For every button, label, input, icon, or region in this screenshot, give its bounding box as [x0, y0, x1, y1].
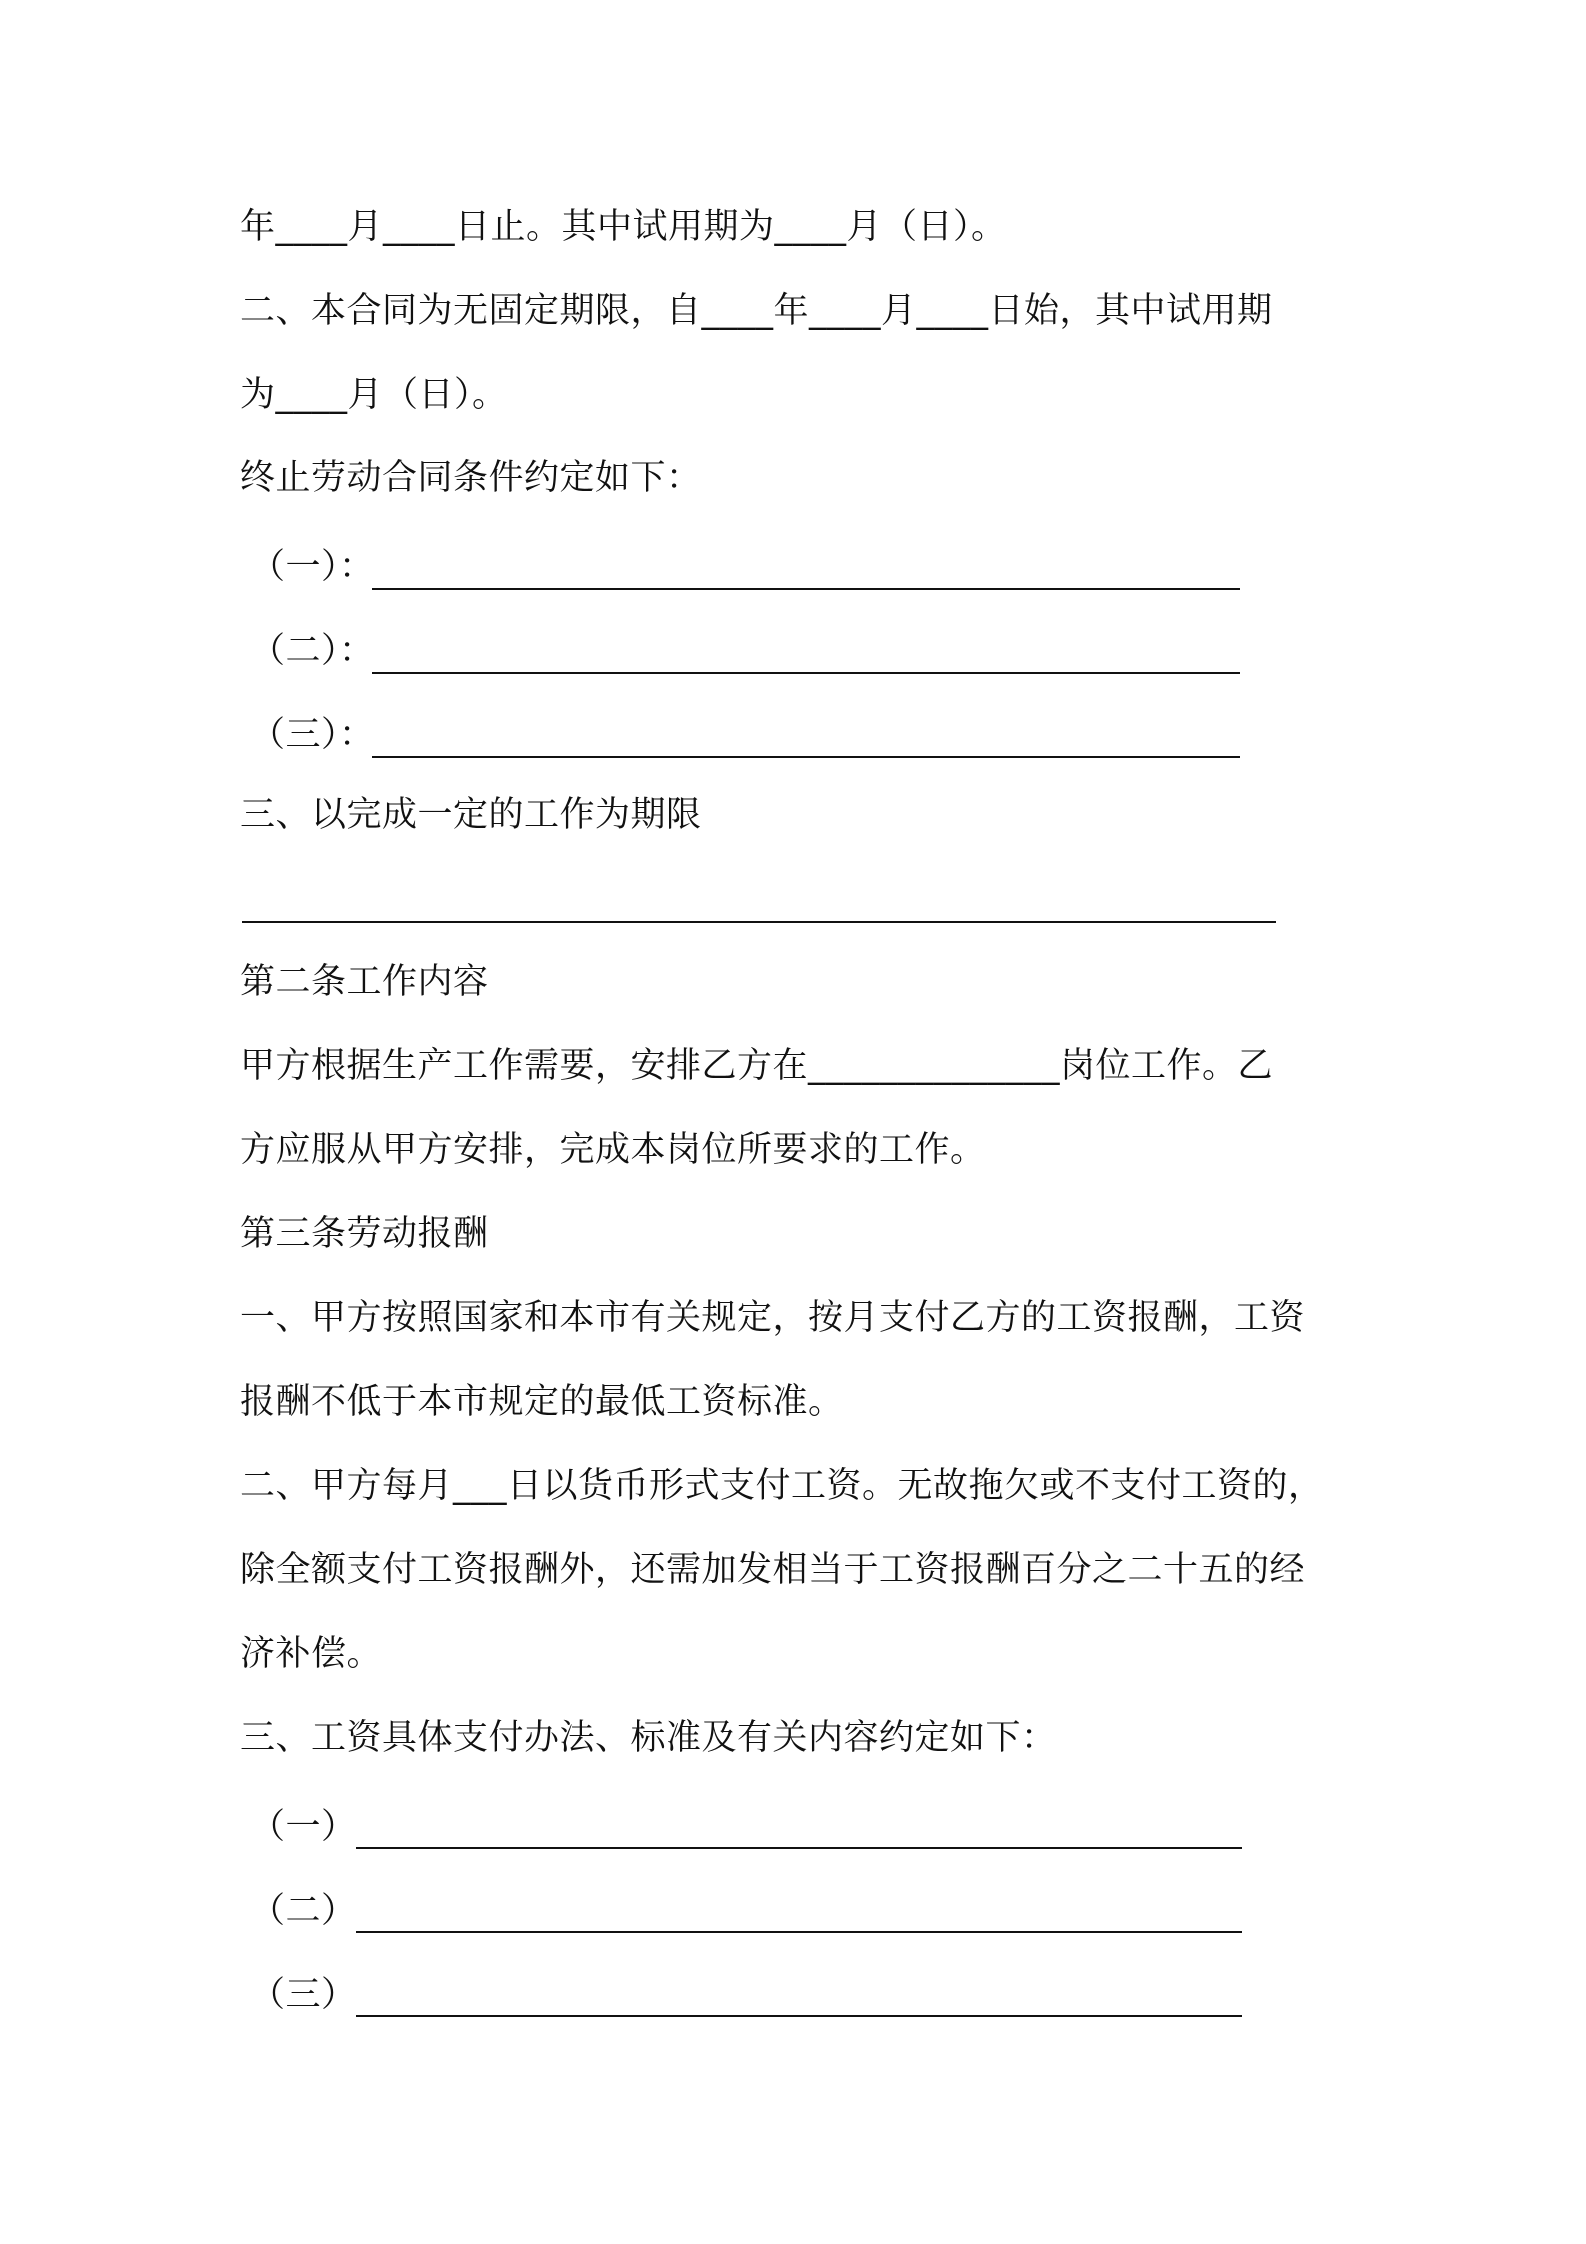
payment-item-label: （一）	[250, 1807, 357, 1847]
text-line: 终止劳动合同条件约定如下：	[240, 458, 702, 498]
blank-fill-line	[372, 672, 1240, 674]
text-line: 二、甲方每月___日以货币形式支付工资。无故拖欠或不支付工资的，	[240, 1466, 1324, 1506]
text-line: 一、甲方按照国家和本市有关规定，按月支付乙方的工资报酬，工资	[240, 1298, 1306, 1338]
blank-fill-line	[372, 756, 1240, 758]
text-line: 年____月____日止。其中试用期为____月（日）。	[240, 207, 1007, 247]
text-line: 报酬不低于本市规定的最低工资标准。	[240, 1382, 844, 1422]
condition-item-label: （二）：	[250, 631, 375, 671]
payment-item-label: （三）	[250, 1975, 357, 2015]
text-line: 除全额支付工资报酬外，还需加发相当于工资报酬百分之二十五的经	[240, 1550, 1306, 1590]
text-line: 三、以完成一定的工作为期限	[240, 795, 702, 835]
section-heading: 第二条工作内容	[240, 962, 489, 1002]
text-line: 为____月（日）。	[240, 375, 508, 415]
blank-fill-line	[356, 1931, 1242, 1933]
text-line: 二、本合同为无固定期限，自____年____月____日始，其中试用期	[240, 291, 1273, 331]
blank-fill-line	[356, 1847, 1242, 1849]
section-heading: 第三条劳动报酬	[240, 1214, 489, 1254]
condition-item-label: （三）：	[250, 715, 375, 755]
blank-fill-line	[372, 588, 1240, 590]
text-line: 方应服从甲方安排，完成本岗位所要求的工作。	[240, 1130, 986, 1170]
text-line: 三、工资具体支付办法、标准及有关内容约定如下：	[240, 1718, 1057, 1758]
payment-item-label: （二）	[250, 1891, 357, 1931]
text-line: 济补偿。	[240, 1634, 383, 1674]
condition-item-label: （一）：	[250, 547, 375, 587]
blank-fill-line	[356, 2015, 1242, 2017]
text-line: 甲方根据生产工作需要，安排乙方在______________岗位工作。乙	[240, 1046, 1274, 1086]
blank-fill-line	[242, 921, 1276, 923]
